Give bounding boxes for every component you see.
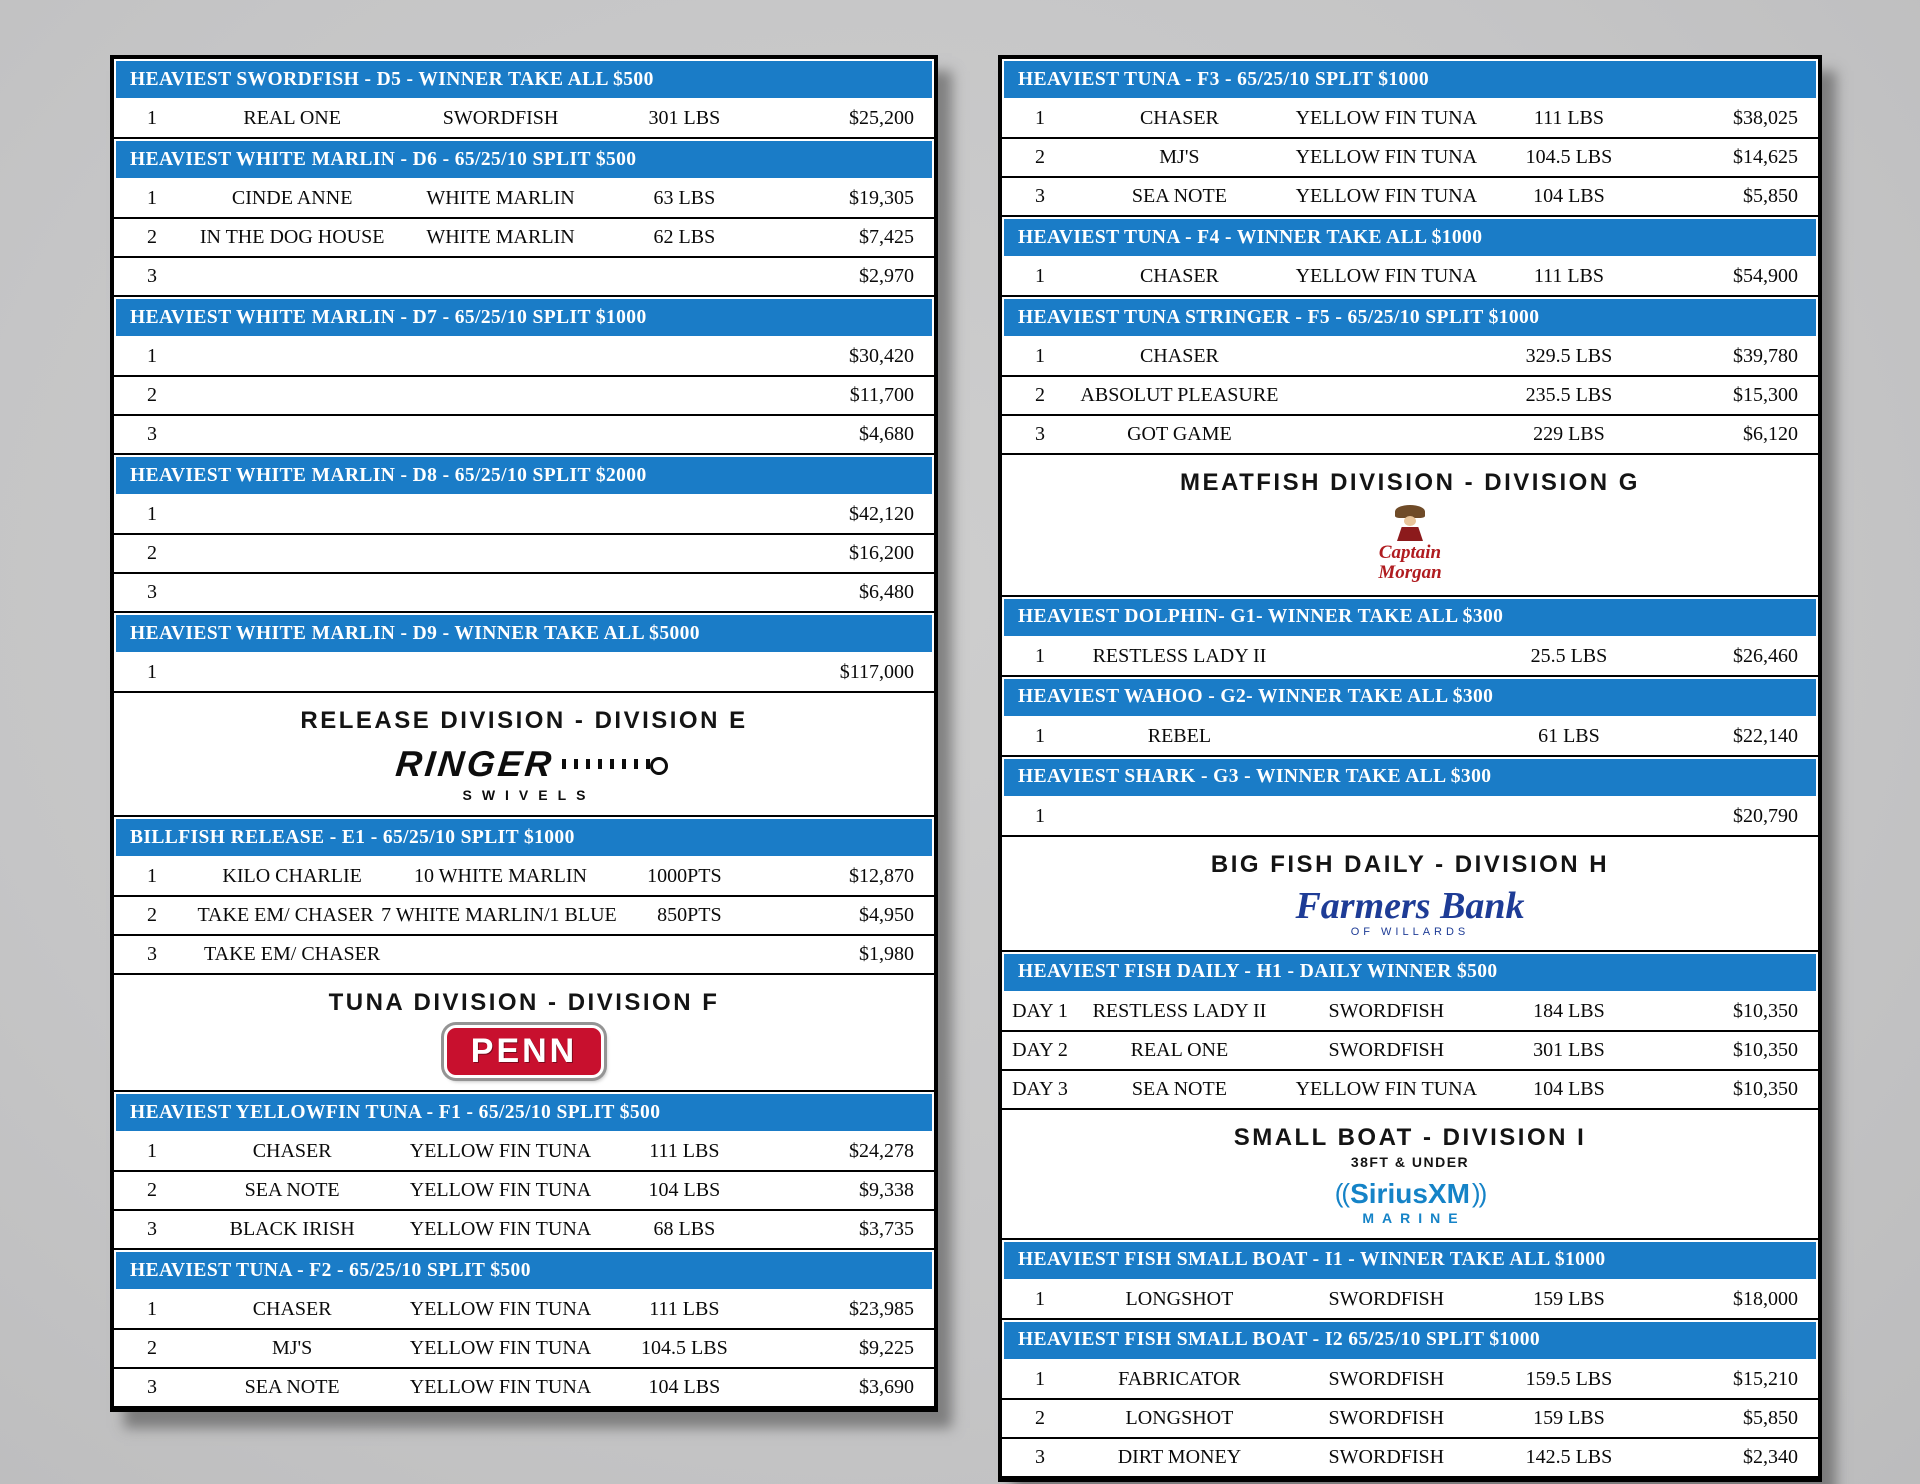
weight-cell: 104 LBS <box>648 1376 721 1398</box>
place-cell: 2 <box>147 384 157 406</box>
of-willards-label: OF WILLARDS <box>1350 925 1470 938</box>
weight-cell: 111 LBS <box>1533 265 1605 287</box>
result-row <box>1002 1071 1818 1110</box>
place-cell: 1 <box>147 503 157 525</box>
species-cell: YELLOW FIN TUNA <box>409 1298 592 1320</box>
boat-name-cell: IN THE DOG HOUSE <box>199 226 385 248</box>
result-row <box>1002 338 1818 377</box>
weight-cell: 1000PTS <box>647 865 722 887</box>
boat-name-cell: LONGSHOT <box>1125 1406 1234 1429</box>
result-row <box>114 936 934 975</box>
place-cell: 3 <box>147 1218 157 1240</box>
result-row <box>1002 718 1818 757</box>
result-row <box>114 180 934 219</box>
weight-cell: 159 LBS <box>1533 1406 1605 1429</box>
prize-cell: $2,340 <box>1743 1445 1798 1468</box>
category-header: HEAVIEST DOLPHIN- G1- WINNER TAKE ALL $300 <box>1004 599 1816 636</box>
weight-cell: 184 LBS <box>1533 999 1605 1022</box>
prize-cell: $10,350 <box>1733 999 1798 1022</box>
weight-cell: 104 LBS <box>1533 1077 1605 1100</box>
result-row <box>1002 1361 1818 1400</box>
weight-cell: 61 LBS <box>1538 724 1600 747</box>
species-cell: SWORDFISH <box>1328 1445 1445 1468</box>
species-cell: SWORDFISH <box>1328 1038 1445 1061</box>
prize-cell: $16,200 <box>849 542 914 564</box>
siriusxm-logo <box>1335 1178 1485 1226</box>
species-cell: YELLOW FIN TUNA <box>1295 146 1478 168</box>
species-cell: YELLOW FIN TUNA <box>1295 185 1478 207</box>
species-cell: YELLOW FIN TUNA <box>409 1140 592 1162</box>
panel-right <box>998 55 1822 1482</box>
result-row <box>114 1211 934 1250</box>
division-subtitle: 38FT & UNDER <box>1350 1153 1470 1170</box>
place-cell: 1 <box>147 865 157 887</box>
place-cell: 3 <box>1035 1445 1045 1468</box>
species-cell: YELLOW FIN TUNA <box>409 1218 592 1240</box>
weight-cell: 229 LBS <box>1533 423 1605 445</box>
place-cell: 3 <box>147 265 157 287</box>
result-row <box>1002 1439 1818 1478</box>
siriusxm-wordmark: SiriusXM <box>1350 1177 1470 1209</box>
division-title: SMALL BOAT - DIVISION I <box>1233 1123 1587 1151</box>
boat-name-cell: BLACK IRISH <box>229 1218 355 1240</box>
prize-cell: $9,225 <box>859 1337 914 1359</box>
result-row <box>1002 100 1818 139</box>
division-title: BIG FISH DAILY - DIVISION H <box>1210 850 1610 878</box>
place-cell: 2 <box>1035 146 1045 168</box>
place-cell: 1 <box>1035 1287 1045 1310</box>
place-cell: 2 <box>147 226 157 248</box>
prize-cell: $38,025 <box>1733 107 1798 129</box>
place-cell: 1 <box>147 345 157 367</box>
place-cell: 1 <box>1035 265 1045 287</box>
boat-name-cell: CHASER <box>252 1298 332 1320</box>
prize-cell: $22,140 <box>1733 724 1798 747</box>
result-row <box>1002 139 1818 178</box>
result-row <box>114 1133 934 1172</box>
result-row <box>114 100 934 139</box>
species-cell: WHITE MARLIN <box>426 187 575 209</box>
species-cell: 10 WHITE MARLIN <box>414 865 587 887</box>
prize-cell: $25,200 <box>849 107 914 129</box>
prize-cell: $14,625 <box>1733 146 1798 168</box>
prize-cell: $24,278 <box>849 1140 914 1162</box>
place-cell: 3 <box>147 943 157 965</box>
captain-morgan-wordmark: Captain Morgan <box>1378 542 1442 583</box>
species-cell: SWORDFISH <box>1328 1406 1445 1429</box>
place-cell: 1 <box>147 1298 157 1320</box>
prize-cell: $1,980 <box>859 943 914 965</box>
category-header: HEAVIEST WAHOO - G2- WINNER TAKE ALL $300 <box>1004 679 1816 716</box>
result-row <box>114 1369 934 1408</box>
weight-cell: 142.5 LBS <box>1525 1445 1613 1468</box>
farmers-bank-logo <box>1295 884 1525 938</box>
place-cell: 1 <box>1035 724 1045 747</box>
boat-name-cell: GOT GAME <box>1127 423 1232 445</box>
prize-cell: $3,735 <box>859 1218 914 1240</box>
species-cell: SWORDFISH <box>442 107 559 129</box>
category-header: HEAVIEST SHARK - G3 - WINNER TAKE ALL $300 <box>1004 759 1816 796</box>
place-cell: 1 <box>1035 804 1045 827</box>
prize-cell: $18,000 <box>1733 1287 1798 1310</box>
result-row <box>114 1172 934 1211</box>
category-header: HEAVIEST TUNA - F3 - 65/25/10 SPLIT $1000 <box>1004 61 1816 98</box>
boat-name-cell: MJ'S <box>271 1337 313 1359</box>
species-cell: YELLOW FIN TUNA <box>1295 1077 1478 1100</box>
boat-name-cell: CINDE ANNE <box>231 187 353 209</box>
division-banner <box>114 975 934 1092</box>
result-row <box>1002 1281 1818 1320</box>
prize-cell: $54,900 <box>1733 265 1798 287</box>
boat-name-cell: ABSOLUT PLEASURE <box>1080 384 1279 406</box>
place-cell: 2 <box>1035 1406 1045 1429</box>
boat-name-cell: RESTLESS LADY II <box>1092 644 1267 667</box>
category-header: HEAVIEST TUNA - F4 - WINNER TAKE ALL $1000 <box>1004 219 1816 256</box>
division-title: TUNA DIVISION - DIVISION F <box>328 989 720 1016</box>
place-cell: 1 <box>147 187 157 209</box>
weight-cell: 63 LBS <box>653 187 716 209</box>
prize-cell: $26,460 <box>1733 644 1798 667</box>
boat-name-cell: REAL ONE <box>1130 1038 1229 1061</box>
fishbone-graphic <box>562 759 652 769</box>
place-cell: 2 <box>147 1337 157 1359</box>
category-header: HEAVIEST WHITE MARLIN - D8 - 65/25/10 SPLIT $2000 <box>116 457 932 494</box>
weight-cell: 235.5 LBS <box>1525 384 1613 406</box>
boat-name-cell: RESTLESS LADY II <box>1092 999 1267 1022</box>
species-cell: YELLOW FIN TUNA <box>1295 107 1478 129</box>
right-arcs-graphic: )) <box>1471 1178 1486 1209</box>
prize-cell: $12,870 <box>849 865 914 887</box>
result-row <box>1002 1032 1818 1071</box>
weight-cell: 25.5 LBS <box>1530 644 1608 667</box>
result-row <box>1002 258 1818 297</box>
result-row <box>1002 416 1818 455</box>
boat-name-cell: TAKE EM/ CHASER <box>197 904 374 926</box>
result-row <box>114 496 934 535</box>
category-header: HEAVIEST FISH DAILY - H1 - DAILY WINNER $500 <box>1004 954 1816 991</box>
place-cell: 2 <box>1035 384 1045 406</box>
result-row <box>114 574 934 613</box>
weight-cell: 301 LBS <box>1533 1038 1605 1061</box>
result-row <box>114 258 934 297</box>
category-header: HEAVIEST FISH SMALL BOAT - I1 - WINNER TAKE ALL $1000 <box>1004 1242 1816 1279</box>
place-cell: DAY 1 <box>1012 999 1068 1022</box>
boat-name-cell: REAL ONE <box>243 107 341 129</box>
panel-left <box>110 55 938 1412</box>
weight-cell: 850PTS <box>657 904 722 926</box>
captain-morgan-logo <box>1378 505 1441 583</box>
boat-name-cell: DIRT MONEY <box>1117 1445 1242 1468</box>
division-banner <box>1002 1110 1818 1240</box>
place-cell: 1 <box>147 1140 157 1162</box>
prize-cell: $10,350 <box>1733 1038 1798 1061</box>
boat-name-cell: KILO CHARLIE <box>222 865 362 887</box>
weight-cell: 62 LBS <box>653 226 716 248</box>
prize-cell: $15,210 <box>1733 1367 1798 1390</box>
result-row <box>114 858 934 897</box>
weight-cell: 68 LBS <box>653 1218 716 1240</box>
boat-name-cell: LONGSHOT <box>1125 1287 1234 1310</box>
prize-cell: $20,790 <box>1733 804 1798 827</box>
place-cell: DAY 3 <box>1012 1077 1068 1100</box>
category-header: HEAVIEST SWORDFISH - D5 - WINNER TAKE ALL $500 <box>116 61 932 98</box>
category-header: HEAVIEST FISH SMALL BOAT - I2 65/25/10 SPLIT $1000 <box>1004 1322 1816 1359</box>
prize-cell: $4,950 <box>859 904 914 926</box>
boat-name-cell: CHASER <box>1139 345 1219 367</box>
weight-cell: 111 LBS <box>649 1140 720 1162</box>
division-banner <box>1002 455 1818 597</box>
place-cell: 2 <box>147 542 157 564</box>
place-cell: 3 <box>147 423 157 445</box>
prize-cell: $2,970 <box>859 265 914 287</box>
boat-name-cell: SEA NOTE <box>1131 1077 1227 1100</box>
prize-cell: $19,305 <box>849 187 914 209</box>
result-row <box>1002 993 1818 1032</box>
species-cell: YELLOW FIN TUNA <box>1295 265 1478 287</box>
species-cell: WHITE MARLIN <box>426 226 575 248</box>
result-row <box>114 654 934 693</box>
species-cell: SWORDFISH <box>1328 1367 1445 1390</box>
weight-cell: 159.5 LBS <box>1525 1367 1613 1390</box>
result-row <box>1002 638 1818 677</box>
category-header: HEAVIEST WHITE MARLIN - D7 - 65/25/10 SPLIT $1000 <box>116 299 932 336</box>
result-row <box>114 1291 934 1330</box>
weight-cell: 104 LBS <box>648 1179 721 1201</box>
ringer-swivels-logo <box>393 743 652 803</box>
boat-name-cell: SEA NOTE <box>244 1376 340 1398</box>
result-row <box>114 416 934 455</box>
place-cell: 3 <box>147 581 157 603</box>
species-cell: SWORDFISH <box>1328 999 1445 1022</box>
result-row <box>1002 1400 1818 1439</box>
result-row <box>114 338 934 377</box>
division-title: MEATFISH DIVISION - DIVISION G <box>1180 469 1640 496</box>
weight-cell: 301 LBS <box>648 107 721 129</box>
place-cell: 3 <box>1035 185 1045 207</box>
place-cell: 2 <box>147 1179 157 1201</box>
weight-cell: 111 LBS <box>1533 107 1605 129</box>
place-cell: 1 <box>1035 107 1045 129</box>
division-banner <box>1002 837 1818 952</box>
boat-name-cell: CHASER <box>252 1140 332 1162</box>
place-cell: 3 <box>147 1376 157 1398</box>
result-row <box>1002 798 1818 837</box>
boat-name-cell: CHASER <box>1139 265 1219 287</box>
place-cell: 1 <box>1035 1367 1045 1390</box>
boat-name-cell: CHASER <box>1139 107 1219 129</box>
prize-cell: $6,120 <box>1743 423 1798 445</box>
species-cell: YELLOW FIN TUNA <box>409 1376 592 1398</box>
boat-name-cell: FABRICATOR <box>1118 1367 1241 1390</box>
place-cell: 2 <box>147 904 157 926</box>
prize-cell: $30,420 <box>849 345 914 367</box>
penn-logo <box>444 1025 604 1078</box>
prize-cell: $7,425 <box>859 226 914 248</box>
marine-label: MARINE <box>1362 1209 1466 1226</box>
swivels-wordmark: SWIVELS <box>462 787 596 803</box>
category-header: HEAVIEST WHITE MARLIN - D9 - WINNER TAKE ALL $5000 <box>116 615 932 652</box>
prize-cell: $42,120 <box>849 503 914 525</box>
place-cell: 3 <box>1035 423 1045 445</box>
left-arcs-graphic: (( <box>1334 1178 1349 1209</box>
species-cell: SWORDFISH <box>1328 1287 1445 1310</box>
boat-name-cell: TAKE EM/ CHASER <box>204 943 381 965</box>
result-row <box>114 535 934 574</box>
result-row <box>1002 178 1818 217</box>
category-header: HEAVIEST TUNA STRINGER - F5 - 65/25/10 SPLIT $1000 <box>1004 299 1816 336</box>
prize-cell: $6,480 <box>859 581 914 603</box>
species-cell: 7 WHITE MARLIN/1 BLUE <box>381 904 617 926</box>
result-row <box>114 897 934 936</box>
weight-cell: 111 LBS <box>649 1298 720 1320</box>
result-row <box>1002 377 1818 416</box>
result-row <box>114 377 934 416</box>
place-cell: 1 <box>1035 345 1045 367</box>
boat-name-cell: SEA NOTE <box>1131 185 1227 207</box>
category-header: HEAVIEST WHITE MARLIN - D6 - 65/25/10 SPLIT $500 <box>116 141 932 178</box>
place-cell: DAY 2 <box>1012 1038 1068 1061</box>
boat-name-cell: SEA NOTE <box>244 1179 340 1201</box>
category-header: HEAVIEST TUNA - F2 - 65/25/10 SPLIT $500 <box>116 1252 932 1289</box>
category-header: HEAVIEST YELLOWFIN TUNA - F1 - 65/25/10 SPLIT $500 <box>116 1094 932 1131</box>
place-cell: 1 <box>147 107 157 129</box>
division-title: RELEASE DIVISION - DIVISION E <box>300 707 748 734</box>
boat-name-cell: REBEL <box>1147 724 1212 747</box>
prize-cell: $5,850 <box>1743 1406 1798 1429</box>
place-cell: 1 <box>1035 644 1045 667</box>
species-cell: YELLOW FIN TUNA <box>409 1337 592 1359</box>
captain-figure-graphic <box>1392 505 1428 541</box>
place-cell: 1 <box>147 661 157 683</box>
prize-cell: $3,690 <box>859 1376 914 1398</box>
boat-name-cell: MJ'S <box>1159 146 1200 168</box>
prize-cell: $23,985 <box>849 1298 914 1320</box>
result-row <box>114 1330 934 1369</box>
result-row <box>114 219 934 258</box>
weight-cell: 104 LBS <box>1533 185 1605 207</box>
prize-cell: $39,780 <box>1733 345 1798 367</box>
prize-cell: $117,000 <box>839 661 914 683</box>
weight-cell: 329.5 LBS <box>1525 345 1613 367</box>
penn-wordmark: PENN <box>470 1032 578 1070</box>
prize-cell: $9,338 <box>859 1179 914 1201</box>
prize-cell: $4,680 <box>859 423 914 445</box>
prize-cell: $5,850 <box>1743 185 1798 207</box>
species-cell: YELLOW FIN TUNA <box>409 1179 592 1201</box>
ringer-wordmark: RINGER <box>393 743 557 784</box>
prize-cell: $11,700 <box>849 384 914 406</box>
weight-cell: 104.5 LBS <box>641 1337 728 1359</box>
division-banner <box>114 693 934 817</box>
prize-cell: $10,350 <box>1733 1077 1798 1100</box>
farmers-bank-wordmark: Farmers Bank <box>1295 884 1525 927</box>
weight-cell: 104.5 LBS <box>1525 146 1613 168</box>
weight-cell: 159 LBS <box>1533 1287 1605 1310</box>
prize-cell: $15,300 <box>1733 384 1798 406</box>
category-header: BILLFISH RELEASE - E1 - 65/25/10 SPLIT $1000 <box>116 819 932 856</box>
